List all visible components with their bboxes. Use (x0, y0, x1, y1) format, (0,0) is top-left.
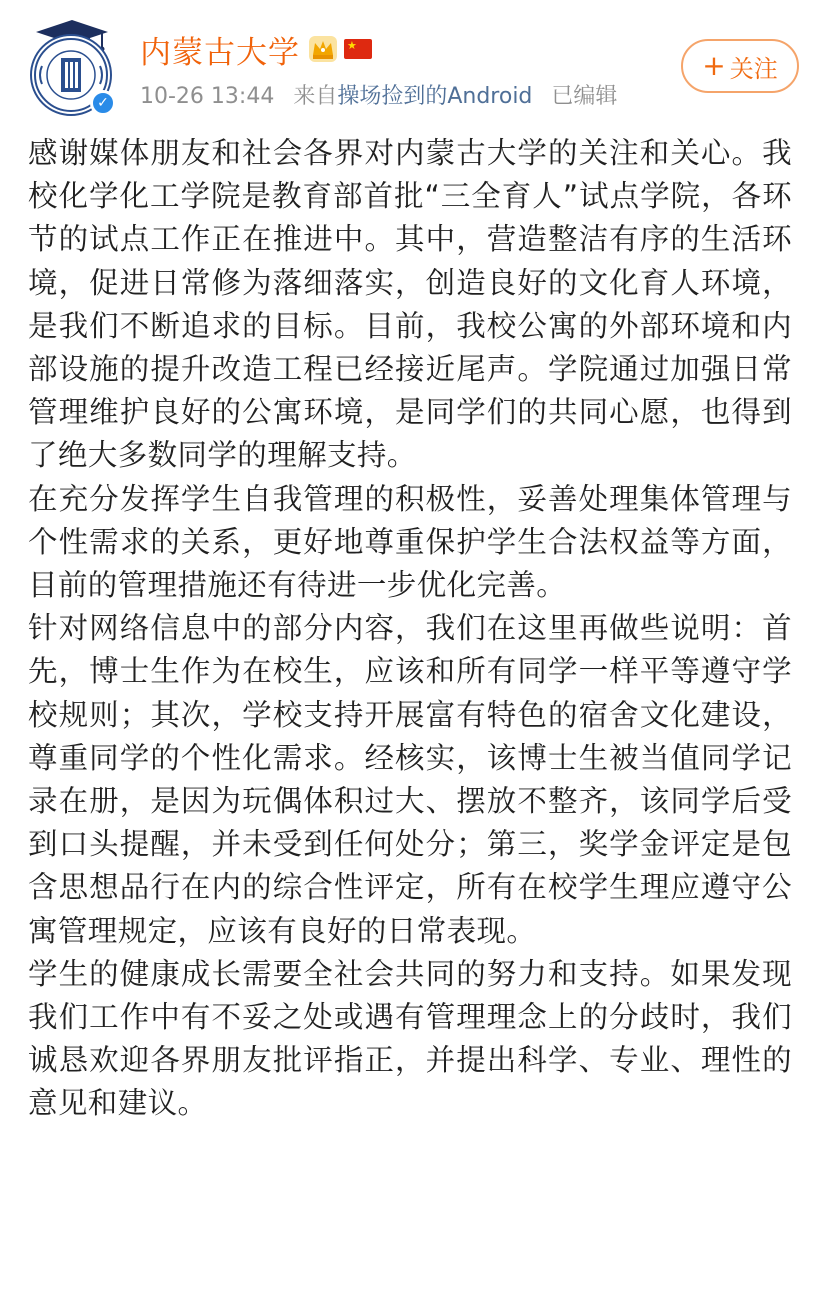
source-prefix: 来自 (293, 84, 338, 109)
plus-icon: + (702, 49, 726, 82)
flag-icon: ★ (344, 39, 372, 59)
post-meta (140, 79, 617, 110)
timestamp: 10-26 13:44 (140, 84, 275, 109)
post-header (0, 0, 828, 125)
edited-label[interactable]: 已编辑 (551, 84, 618, 109)
follow-button[interactable] (681, 39, 799, 93)
author-row (140, 26, 372, 72)
post-paragraph: 学生的健康成长需要全社会共同的努力和支持。如果发现我们工作中有不妥之处或遇有管理理念上的分歧时，我们诚恳欢迎各界朋友批评指正，并提出科学、专业、理性的意见和建议。 (28, 956, 792, 1121)
avatar[interactable] (30, 18, 118, 114)
source-link[interactable]: 操场捡到的Android (337, 84, 533, 109)
follow-label: 关注 (729, 54, 778, 83)
post-paragraph: 感谢媒体朋友和社会各界对内蒙古大学的关注和关心。我校化学化工学院是教育部首批“三全育人”试点学院，各环节的试点工作正在推进中。其中，营造整洁有序的生活环境，促进日常修为落细落实，创造良好的文化育人环境，是我们不断追求的目标。目前，我校公寓的外部环境和内部设施的提升改造工程已经接近尾声。学院通过加强日常管理维护良好的公寓环境，是同学们的共同心愿，也得到了绝大多数同学的理解支持。 (28, 136, 792, 473)
post-paragraph: 针对网络信息中的部分内容，我们在这里再做些说明：首先，博士生作为在校生，应该和所有同学一样平等遵守学校规则；其次，学校支持开展富有特色的宿舍文化建设，尊重同学的个性化需求。经核实，该博士生被当值同学记录在册，是因为玩偶体积过大、摆放不整齐，该同学后受到口头提醒，并未受到任何处分；第三，奖学金评定是包含思想品行在内的综合性评定，所有在校学生理应遵守公寓管理规定，应该有良好的日常表现。 (28, 611, 792, 948)
author-name[interactable]: 内蒙古大学 (140, 34, 300, 71)
verified-badge-icon: ✓ (90, 90, 116, 116)
post-paragraph: 在充分发挥学生自我管理的积极性，妥善处理集体管理与个性需求的关系，更好地尊重保护学生合法权益等方面，目前的管理措施还有待进一步优化完善。 (28, 481, 792, 603)
post-content (28, 132, 792, 1126)
crown-icon (308, 34, 338, 64)
